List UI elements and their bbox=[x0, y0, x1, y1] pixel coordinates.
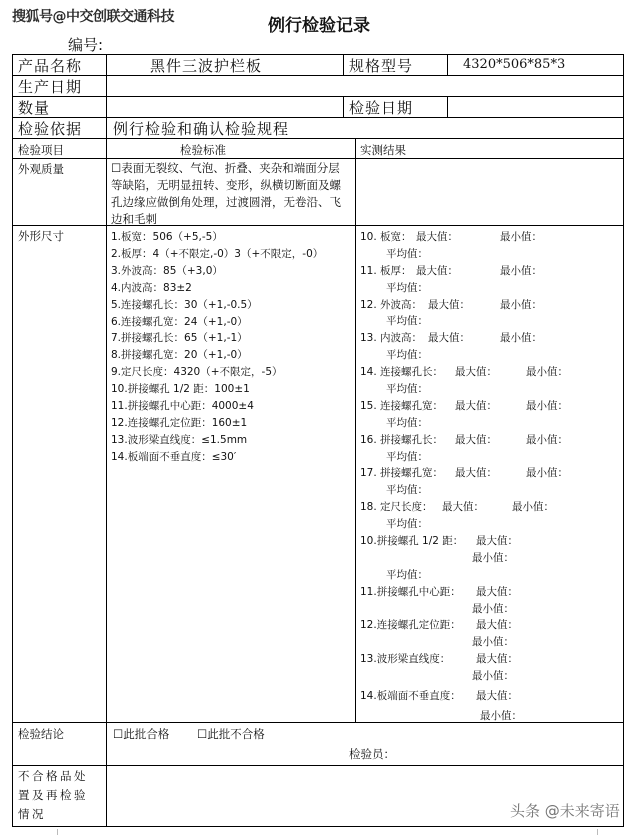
result-avg[interactable]: 平均值： bbox=[386, 484, 428, 497]
result-avg[interactable]: 平均值： bbox=[386, 281, 428, 294]
result-min[interactable]: 最小值： bbox=[500, 332, 542, 345]
column-header-item: 检验项目 bbox=[18, 143, 64, 157]
result-max[interactable]: 最大值： bbox=[416, 231, 458, 243]
result-avg[interactable]: 平均值： bbox=[386, 450, 428, 463]
watermark-bottom: 头条 @未来寄语 bbox=[510, 802, 620, 820]
nonconforming-label: 不合格品处 置及再检验 情况 bbox=[18, 769, 88, 821]
result-max[interactable]: 最大值： bbox=[476, 619, 518, 632]
production-date-label: 生产日期 bbox=[18, 78, 83, 96]
dimensions-label: 外形尺寸 bbox=[18, 229, 64, 243]
result-min[interactable]: 最小值： bbox=[472, 670, 514, 683]
product-name-value[interactable]: 黑件三波护栏板 bbox=[150, 57, 263, 75]
page-corner-mark bbox=[57, 829, 58, 835]
inspection-date-field[interactable] bbox=[448, 97, 623, 117]
result-max[interactable]: 最大值： bbox=[455, 467, 497, 480]
serial-number-label: 编号: bbox=[68, 36, 104, 54]
result-min[interactable]: 最小值： bbox=[472, 602, 514, 615]
result-max[interactable]: 最大值： bbox=[428, 332, 470, 345]
result-name: 12.连接螺孔定位距： bbox=[360, 619, 461, 632]
result-max[interactable]: 最大值： bbox=[442, 501, 484, 514]
result-max[interactable]: 最大值： bbox=[455, 399, 497, 412]
result-max[interactable]: 最大值： bbox=[416, 264, 458, 277]
result-name: 17. 拼接螺孔宽： bbox=[360, 467, 444, 480]
result-min[interactable]: 最小值： bbox=[526, 433, 568, 446]
result-name: 16. 拼接螺孔长： bbox=[360, 433, 444, 446]
result-min[interactable]: 最小值： bbox=[526, 467, 568, 480]
dimension-standard-item: 2.板厚：4（+不限定,-0）3（+不限定，-0） bbox=[111, 247, 324, 260]
inspection-basis-value: 例行检验和确认检验规程 bbox=[113, 120, 290, 138]
appearance-quality-result-field[interactable] bbox=[356, 159, 623, 225]
watermark-top: 搜狐号@中交创联交通科技 bbox=[12, 9, 174, 25]
result-avg[interactable]: 平均值： bbox=[386, 518, 428, 531]
spec-label: 规格型号 bbox=[349, 57, 414, 75]
dimension-standard-item: 14.板端面不垂直度：≤30′ bbox=[111, 450, 237, 463]
column-header-result: 实测结果 bbox=[360, 143, 406, 157]
dimension-standard-item: 6.连接螺孔宽：24（+1,-0） bbox=[111, 315, 248, 328]
result-max[interactable]: 最大值： bbox=[476, 585, 518, 598]
dimension-standard-item: 7.拼接螺孔长：65（+1,-1） bbox=[111, 332, 248, 345]
result-max[interactable]: 最大值： bbox=[455, 366, 497, 379]
result-min[interactable]: 最小值： bbox=[500, 264, 542, 277]
column-header-standard: 检验标准 bbox=[180, 143, 226, 157]
result-name: 14.板端面不垂直度： bbox=[360, 690, 461, 703]
result-min[interactable]: 最小值： bbox=[500, 298, 542, 311]
dimension-standard-item: 5.连接螺孔长：30（+1,-0.5） bbox=[111, 298, 258, 311]
product-name-label: 产品名称 bbox=[18, 57, 83, 75]
result-avg[interactable]: 平均值： bbox=[386, 247, 428, 260]
result-name: 10.拼接螺孔 1/2 距： bbox=[360, 535, 464, 548]
result-avg[interactable]: 平均值： bbox=[386, 416, 428, 429]
result-avg[interactable]: 平均值： bbox=[386, 383, 428, 396]
dimension-standard-item: 9.定尺长度：4320（+不限定，-5） bbox=[111, 366, 283, 379]
dimension-standard-item: 4.内波高：83±2 bbox=[111, 281, 192, 294]
inspector-label: 检验员： bbox=[349, 747, 395, 761]
result-name: 11.拼接螺孔中心距： bbox=[360, 585, 461, 598]
inspection-basis-label: 检验依据 bbox=[18, 120, 83, 138]
dimension-standard-item: 3.外波高：85（+3,0） bbox=[111, 264, 223, 277]
quantity-field[interactable] bbox=[107, 97, 343, 117]
result-name: 13.波形梁直线度： bbox=[360, 653, 451, 666]
appearance-quality-label: 外观质量 bbox=[18, 162, 64, 176]
result-min[interactable]: 最小值： bbox=[472, 636, 514, 649]
document-title: 例行检验记录 bbox=[268, 16, 370, 36]
result-min[interactable]: 最小值： bbox=[526, 366, 568, 379]
result-min[interactable]: 最小值： bbox=[480, 709, 522, 722]
result-name: 14. 连接螺孔长： bbox=[360, 366, 444, 379]
result-max[interactable]: 最大值： bbox=[455, 433, 497, 446]
result-name: 18. 定尺长度： bbox=[360, 501, 433, 514]
result-name: 12. 外波高： bbox=[360, 298, 423, 311]
production-date-field[interactable] bbox=[107, 76, 623, 96]
result-min[interactable]: 最小值： bbox=[472, 551, 514, 564]
result-max[interactable]: 最大值： bbox=[428, 298, 470, 311]
result-avg[interactable]: 平均值： bbox=[386, 349, 428, 362]
dimension-standard-item: 11.拼接螺孔中心距：4000±4 bbox=[111, 400, 254, 413]
result-name: 11. 板厚： bbox=[360, 264, 412, 277]
option-batch-fail[interactable]: ☐此批不合格 bbox=[197, 727, 265, 741]
result-name: 13. 内波高： bbox=[360, 332, 423, 345]
result-max[interactable]: 最大值： bbox=[476, 690, 518, 703]
dimension-standard-item: 10.拼接螺孔 1/2 距：100±1 bbox=[111, 383, 250, 396]
inspection-date-label: 检验日期 bbox=[349, 99, 414, 117]
result-avg[interactable]: 平均值： bbox=[386, 315, 428, 328]
spec-value[interactable]: 4320*506*85*3 bbox=[463, 57, 566, 72]
page-corner-mark bbox=[597, 829, 598, 835]
dimension-standard-item: 8.拼接螺孔宽：20（+1,-0） bbox=[111, 349, 248, 362]
conclusion-label: 检验结论 bbox=[18, 727, 64, 741]
result-max[interactable]: 最大值： bbox=[476, 653, 518, 666]
dimension-standards-list bbox=[111, 229, 323, 466]
dimension-standard-item: 13.波形梁直线度：≤1.5mm bbox=[111, 433, 248, 446]
quantity-label: 数量 bbox=[18, 99, 51, 117]
result-min[interactable]: 最小值： bbox=[526, 399, 568, 412]
result-avg[interactable]: 平均值： bbox=[386, 568, 428, 581]
option-batch-pass[interactable]: ☐此批合格 bbox=[113, 727, 170, 741]
dimension-standard-item: 1.板宽：506（+5,-5） bbox=[111, 231, 223, 243]
result-name: 10. 板宽： bbox=[360, 231, 412, 243]
dimension-standard-item: 12.连接螺孔定位距：160±1 bbox=[111, 416, 248, 429]
result-min[interactable]: 最小值： bbox=[512, 501, 554, 514]
appearance-quality-standard: ☐表面无裂纹、气泡、折叠、夹杂和端面分层等缺陷，无明显扭转、变形，纵横切断面及螺孔边缘应做倒角处理，过渡圆滑，无卷沿、飞边和毛刺 bbox=[111, 161, 341, 226]
result-name: 15. 连接螺孔宽： bbox=[360, 399, 444, 412]
result-min[interactable]: 最小值： bbox=[500, 231, 542, 243]
result-max[interactable]: 最大值： bbox=[476, 535, 518, 548]
